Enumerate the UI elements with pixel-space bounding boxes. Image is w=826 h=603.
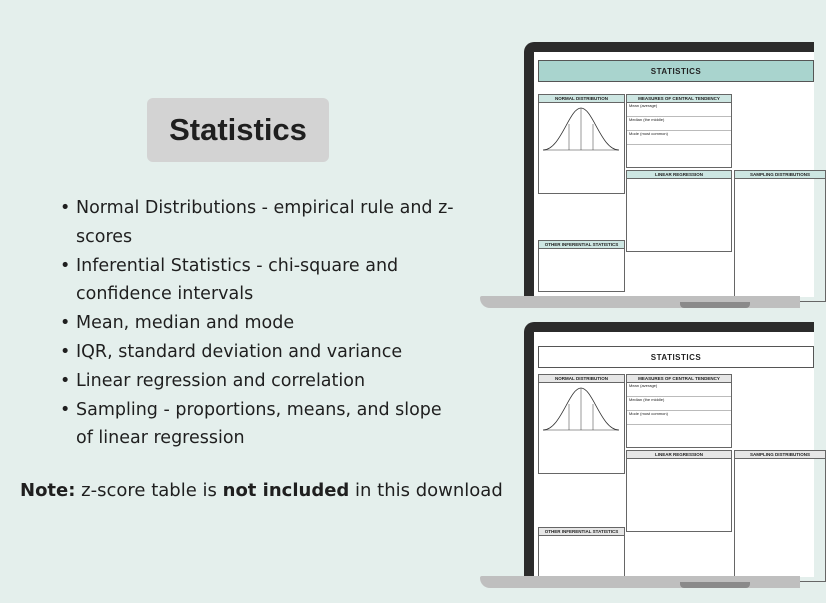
normal-distribution-box	[538, 94, 625, 194]
laptop-base	[480, 576, 800, 588]
list-item: • Mean, median and mode	[60, 309, 456, 338]
table-row: Mean (average)	[627, 103, 731, 117]
list-item: • Linear regression and correlation	[60, 367, 456, 396]
note-text-end: in this download	[349, 480, 503, 501]
sheet-title: STATISTICS	[538, 60, 814, 82]
sampling-box	[734, 170, 826, 302]
laptop-screen	[524, 42, 814, 297]
table-row: Mode (most common)	[627, 131, 731, 145]
laptop-foot	[680, 582, 750, 588]
list-item: • Inferential Statistics - chi-square and confidence intervals	[60, 252, 456, 310]
page-title: Statistics	[169, 112, 307, 147]
sheet-title: STATISTICS	[538, 346, 814, 368]
cheat-sheet-preview	[534, 52, 814, 297]
linear-regression-box	[626, 450, 732, 532]
central-tendency-box	[626, 374, 732, 448]
central-tendency-box	[626, 94, 732, 168]
feature-list	[60, 194, 456, 453]
other-inferential-box	[538, 527, 625, 579]
table-row: Median (the middle)	[627, 397, 731, 411]
list-item: • Normal Distributions - empirical rule and z-scores	[60, 194, 456, 252]
bell-curve-icon	[541, 104, 621, 154]
section-heading: OTHER INFERENTIAL STATISTICS	[539, 241, 624, 249]
laptop-foot	[680, 302, 750, 308]
laptop-screen	[524, 322, 814, 577]
list-item: • IQR, standard deviation and variance	[60, 338, 456, 367]
bell-curve-icon	[541, 384, 621, 434]
section-heading: LINEAR REGRESSION	[627, 171, 731, 179]
section-heading: SAMPLING DISTRIBUTIONS	[735, 171, 825, 179]
table-row: Mode (most common)	[627, 411, 731, 425]
download-note	[20, 480, 503, 501]
section-heading: MEASURES OF CENTRAL TENDENCY	[627, 375, 731, 383]
section-heading: LINEAR REGRESSION	[627, 451, 731, 459]
sampling-box	[734, 450, 826, 582]
table-row: Mean (average)	[627, 383, 731, 397]
laptop-mockup-bottom	[480, 322, 810, 592]
cheat-sheet-preview	[534, 332, 814, 577]
normal-distribution-box	[538, 374, 625, 474]
section-heading: NORMAL DISTRIBUTION	[539, 375, 624, 383]
laptop-base	[480, 296, 800, 308]
title-badge	[147, 98, 329, 162]
linear-regression-box	[626, 170, 732, 252]
table-row: Median (the middle)	[627, 117, 731, 131]
laptop-mockup-top	[480, 42, 810, 304]
list-item: • Sampling - proportions, means, and slope of linear regression	[60, 396, 456, 454]
other-inferential-box	[538, 240, 625, 292]
section-heading: SAMPLING DISTRIBUTIONS	[735, 451, 825, 459]
section-heading: NORMAL DISTRIBUTION	[539, 95, 624, 103]
note-label: Note:	[20, 480, 76, 501]
section-heading: MEASURES OF CENTRAL TENDENCY	[627, 95, 731, 103]
note-text: z-score table is	[75, 480, 223, 501]
section-heading: OTHER INFERENTIAL STATISTICS	[539, 528, 624, 536]
note-emphasis: not included	[222, 480, 350, 501]
